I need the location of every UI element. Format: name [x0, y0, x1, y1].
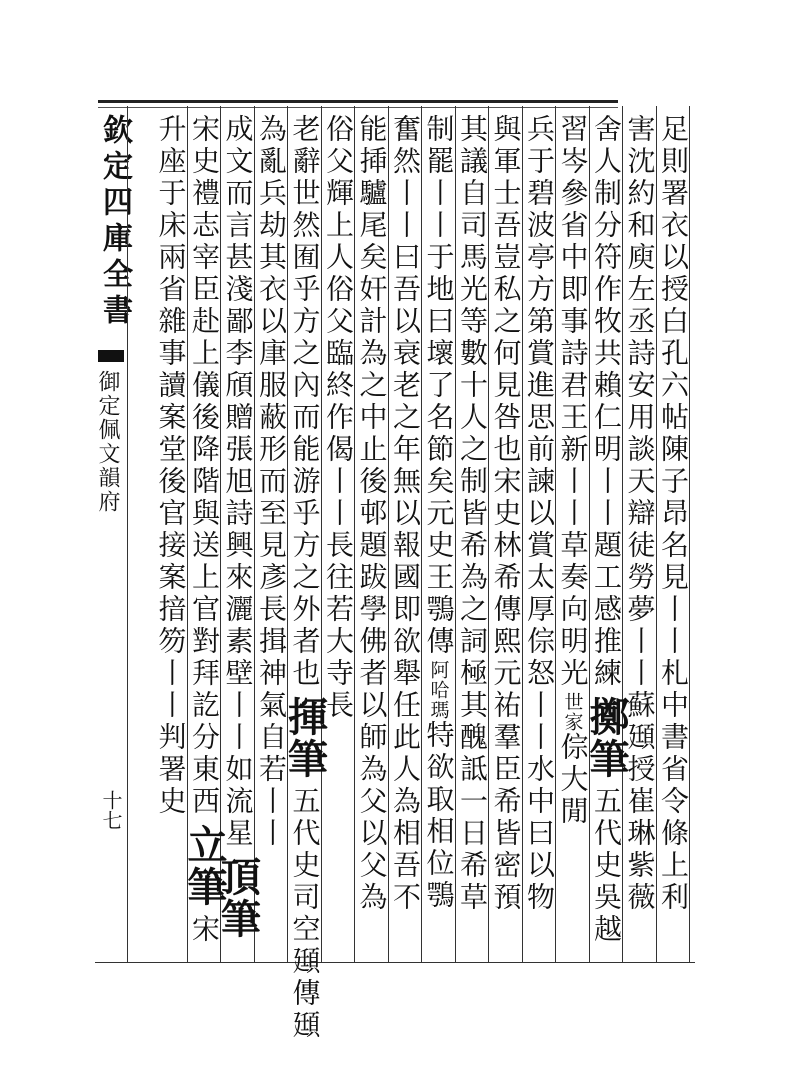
column-rule: [127, 106, 128, 962]
page-frame-bottom: [95, 962, 695, 963]
text-column: [181, 114, 228, 946]
column-text: 五代史吳越: [590, 786, 623, 946]
text-column: [622, 114, 658, 914]
annotation-text: 阿哈瑪: [427, 660, 450, 720]
margin-column: [92, 114, 132, 514]
book-title: 欽定四庫全書: [97, 114, 132, 330]
column-text: 其議自司馬光等數十人之制皆希為之詞極其醜詆一日希草: [456, 114, 489, 914]
text-column: [488, 114, 524, 914]
text-column: [153, 114, 189, 818]
column-text: 足則署衣以授白孔六帖陳子昂名見丨丨札中書省令條上利: [657, 114, 690, 914]
column-text: 為亂兵劫其衣以㡽服蔽形而至見彥長揖神氣自若丨丨: [255, 114, 288, 850]
text-column: [387, 114, 423, 914]
column-text: 宋: [188, 914, 221, 946]
column-text: 奮然丨丨曰吾以衰老之年無以報國即欲舉任此人為相吾不: [389, 114, 422, 914]
text-column: [421, 114, 457, 912]
page-number: 十七: [99, 790, 123, 830]
column-text: 倧大閒: [556, 732, 590, 828]
text-column: [555, 114, 591, 828]
column-text: 俗父輝上人俗父臨終作偈丨丨長往若大寺長: [322, 114, 355, 722]
column-text: 習岑參省中即事詩君王新丨丨草奏向明光: [556, 114, 590, 690]
column-text: 兵于碧波亭方第賞進思前諫以賞太厚倧怒丨丨水中曰以物: [523, 114, 556, 914]
sub-title: 御定佩文韻府: [95, 370, 120, 514]
text-column: [281, 114, 329, 1042]
entry-heading: 頂筆: [214, 856, 262, 940]
column-text: 升座于床兩省雜事讀案堂後官接案揞笏丨丨判署: [154, 114, 188, 786]
text-column: [214, 114, 262, 946]
entry-heading: 揮筆: [281, 696, 329, 780]
page-frame-top: [98, 100, 618, 108]
annotation-text: 世家: [561, 692, 584, 732]
text-column: [354, 114, 390, 914]
column-text: 成文而言甚淺鄙李頎贈張旭詩興來灑素壁丨丨如流星: [221, 114, 255, 850]
column-text: 特欲取相位鶚: [422, 720, 456, 912]
column-text: 老辭世然囿乎方之內而能游乎方之外者也: [288, 114, 322, 690]
column-text: 害沈約和庾左丞詩安用談天辯徒勞夢丨丨蘇頲授崔琳紫薇: [623, 114, 657, 914]
column-text: 史: [154, 786, 188, 818]
text-column: [583, 114, 630, 946]
text-column: [521, 114, 557, 914]
text-column: [655, 114, 691, 914]
column-text: 宋史禮志宰臣赴上儀後降階與送上官對拜訖分東西: [188, 114, 221, 818]
entry-heading: 擲筆: [583, 696, 630, 780]
text-column: [454, 114, 490, 914]
column-text: 制罷丨丨于地曰壞了名節矣元史王鶚傳: [422, 114, 456, 658]
text-column: [320, 114, 356, 722]
column-text: 與軍士吾豈私之何見咎也宋史林希傳熙元祐羣臣希皆密預: [489, 114, 523, 914]
column-text: 能揷驢尾矣奸計為之中止後邨題跋學佛者以師為父以父為: [355, 114, 389, 914]
text-column: [253, 114, 289, 850]
entry-heading: 立筆: [181, 824, 228, 908]
column-text: 舍人制分符作牧共賴仁明丨丨題工感推練: [590, 114, 623, 690]
column-text: 五代史司空頲傳頲: [288, 786, 322, 1042]
